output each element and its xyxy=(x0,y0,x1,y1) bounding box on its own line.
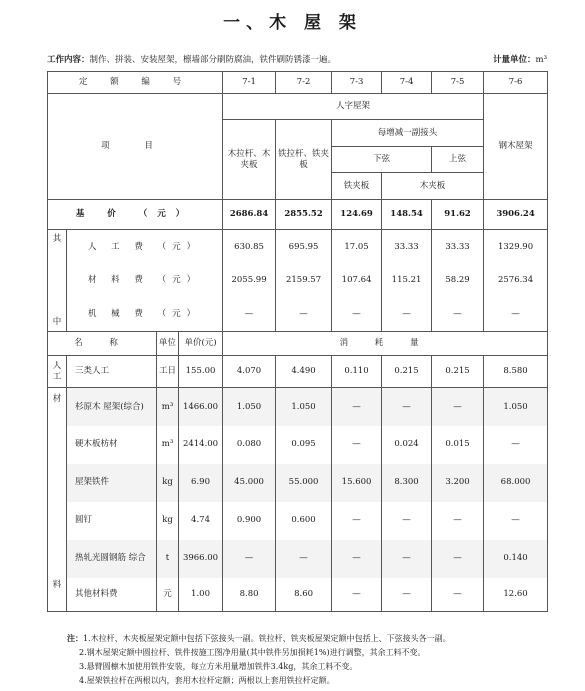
code-cell: 7-1 xyxy=(223,72,276,94)
labor-side: 人工 xyxy=(48,356,67,388)
material-price: 4.74 xyxy=(179,502,223,540)
labor-cell: 0.215 xyxy=(432,356,484,388)
breakdown-cell: 107.64 xyxy=(332,264,382,298)
base-price-row xyxy=(48,200,548,230)
price-header: 单价(元) xyxy=(179,332,223,356)
material-cell: 1.050 xyxy=(276,388,332,426)
breakdown-label: 机 械 费 （元） xyxy=(67,298,223,332)
material-cell: — xyxy=(332,426,382,464)
herringbone-header: 人字屋架 xyxy=(223,94,484,120)
labor-cell: 0.215 xyxy=(382,356,432,388)
breakdown-label: 材 料 费 （元） xyxy=(67,264,223,298)
material-cell: 15.600 xyxy=(332,464,382,502)
unit-header: 单位 xyxy=(157,332,179,356)
code-cell: 7-5 xyxy=(432,72,484,94)
base-price-cell: 2855.52 xyxy=(276,200,332,230)
breakdown-cell: — xyxy=(223,298,276,332)
breakdown-cell: 115.21 xyxy=(382,264,432,298)
breakdown-cell: 695.95 xyxy=(276,230,332,264)
material-row xyxy=(48,464,548,502)
extra-joint-header: 每增减一副接头 xyxy=(332,120,484,147)
item-label: 项 目 xyxy=(48,94,223,200)
material-row xyxy=(48,502,548,540)
note-item: 2.钢木屋架定额中圆拉杆、铁件按施工图净用量(其中铁件另加损耗1%)进行调整，其余工料不变。 xyxy=(79,648,426,657)
material-name: 屋架铁件 xyxy=(67,464,157,502)
material-cell: — xyxy=(432,578,484,612)
material-cell: 0.015 xyxy=(432,426,484,464)
material-cell: 8.80 xyxy=(223,578,276,612)
breakdown-cell: 2055.99 xyxy=(223,264,276,298)
base-price-cell: 148.54 xyxy=(382,200,432,230)
material-name: 圆钉 xyxy=(67,502,157,540)
breakdown-cell: 2159.57 xyxy=(276,264,332,298)
material-price: 2414.00 xyxy=(179,426,223,464)
note-item: 1.木拉杆、木夹板屋架定额中包括下弦接头一副。铁拉杆、铁夹板屋架定额中包括上、下弦接头各一副。 xyxy=(83,634,451,643)
material-cell: 8.60 xyxy=(276,578,332,612)
material-side-bottom: 料 xyxy=(48,578,67,612)
breakdown-cell: — xyxy=(382,298,432,332)
material-price: 6.90 xyxy=(179,464,223,502)
base-price-cell: 3906.24 xyxy=(484,200,548,230)
material-cell: — xyxy=(332,502,382,540)
breakdown-cell: 33.33 xyxy=(382,230,432,264)
labor-unit: 工日 xyxy=(157,356,179,388)
material-cell: 0.080 xyxy=(223,426,276,464)
wood-plate-header: 木夹板 xyxy=(382,173,484,200)
base-price-cell: 91.62 xyxy=(432,200,484,230)
material-cell: — xyxy=(382,388,432,426)
code-cell: 7-2 xyxy=(276,72,332,94)
material-cell: 68.000 xyxy=(484,464,548,502)
breakdown-cell: — xyxy=(484,298,548,332)
material-cell: — xyxy=(332,388,382,426)
material-cell: 55.000 xyxy=(276,464,332,502)
breakdown-row xyxy=(48,230,548,264)
col2-header: 铁拉杆、铁夹板 xyxy=(276,120,332,200)
consumption-header-row xyxy=(48,332,548,356)
material-cell: — xyxy=(382,540,432,578)
breakdown-cell: — xyxy=(432,298,484,332)
material-cell: — xyxy=(382,502,432,540)
material-unit: t xyxy=(157,540,179,578)
material-row xyxy=(48,578,548,612)
lower-chord-header: 下弦 xyxy=(332,147,432,173)
notes xyxy=(67,632,557,688)
code-row xyxy=(48,72,548,94)
material-row xyxy=(48,426,548,464)
breakdown-label: 人 工 费 （元） xyxy=(67,230,223,264)
labor-cell: 4.070 xyxy=(223,356,276,388)
labor-cell: 4.490 xyxy=(276,356,332,388)
breakdown-cell: 17.05 xyxy=(332,230,382,264)
note-item: 4.屋架铁拉杆在两根以内，套用木拉杆定额；两根以上套用铁拉杆定额。 xyxy=(79,676,335,685)
base-price-cell: 2686.84 xyxy=(223,200,276,230)
base-price-cell: 124.69 xyxy=(332,200,382,230)
breakdown-row xyxy=(48,264,548,298)
material-cell: — xyxy=(432,502,484,540)
material-name: 热轧光圆钢筋 综合 xyxy=(67,540,157,578)
steel-wood-header: 钢木屋架 xyxy=(484,94,548,200)
material-cell: 3.200 xyxy=(432,464,484,502)
breakdown-side-bottom: 中 xyxy=(48,298,67,332)
consumption-header: 消 耗 量 xyxy=(223,332,548,356)
labor-row xyxy=(48,356,548,388)
header-row xyxy=(48,94,548,120)
material-cell: 12.60 xyxy=(484,578,548,612)
code-cell: 7-6 xyxy=(484,72,548,94)
material-cell: 0.900 xyxy=(223,502,276,540)
material-cell: — xyxy=(332,578,382,612)
code-label: 定 额 编 号 xyxy=(48,72,223,94)
material-unit: kg xyxy=(157,464,179,502)
code-cell: 7-3 xyxy=(332,72,382,94)
material-cell: — xyxy=(382,578,432,612)
material-name: 硬木板枋材 xyxy=(67,426,157,464)
material-cell: — xyxy=(484,502,548,540)
material-row xyxy=(48,540,548,578)
breakdown-cell: 58.29 xyxy=(432,264,484,298)
name-header: 名 称 xyxy=(48,332,157,356)
work-content-text: 制作、拼装、安装屋架，檩墙部分刷防腐油，铁件刷防锈漆一遍。 xyxy=(89,55,337,65)
breakdown-side-top: 其 xyxy=(48,230,67,264)
breakdown-cell: 1329.90 xyxy=(484,230,548,264)
material-row xyxy=(48,388,548,426)
labor-cell: 0.110 xyxy=(332,356,382,388)
breakdown-cell: 630.85 xyxy=(223,230,276,264)
material-unit: m³ xyxy=(157,426,179,464)
material-cell: 0.095 xyxy=(276,426,332,464)
material-cell: — xyxy=(276,540,332,578)
work-content-label: 工作内容： xyxy=(47,55,90,65)
unit-value: m³ xyxy=(535,55,547,65)
material-cell: — xyxy=(484,426,548,464)
page-title: 一、木 屋 架 xyxy=(223,13,362,33)
unit-label: 计量单位： xyxy=(493,55,536,65)
work-content-line xyxy=(47,53,547,67)
labor-name: 三类人工 xyxy=(67,356,157,388)
material-cell: 1.050 xyxy=(223,388,276,426)
material-unit: kg xyxy=(157,502,179,540)
material-cell: — xyxy=(432,540,484,578)
quota-table xyxy=(47,71,548,612)
material-unit: m³ xyxy=(157,388,179,426)
base-price-label: 基 价 （元） xyxy=(48,200,223,230)
iron-plate-header: 铁夹板 xyxy=(332,173,382,200)
material-cell: — xyxy=(332,540,382,578)
material-unit: 元 xyxy=(157,578,179,612)
labor-cell: 8.580 xyxy=(484,356,548,388)
breakdown-cell: 33.33 xyxy=(432,230,484,264)
material-cell: 45.000 xyxy=(223,464,276,502)
breakdown-row xyxy=(48,298,548,332)
material-cell: — xyxy=(223,540,276,578)
material-cell: 1.050 xyxy=(484,388,548,426)
breakdown-cell: — xyxy=(276,298,332,332)
material-cell: — xyxy=(432,388,484,426)
notes-label: 注： xyxy=(67,634,83,643)
labor-price: 155.00 xyxy=(179,356,223,388)
material-cell: 0.024 xyxy=(382,426,432,464)
breakdown-cell: — xyxy=(332,298,382,332)
material-cell: 0.600 xyxy=(276,502,332,540)
note-item: 3.悬臂圆檩木加使用铁件安装，每立方米用量增加铁件3.4kg，其余工料不变。 xyxy=(79,662,358,671)
material-cell: 8.300 xyxy=(382,464,432,502)
upper-chord-header: 上弦 xyxy=(432,147,484,173)
breakdown-cell: 2576.34 xyxy=(484,264,548,298)
material-cell: 0.140 xyxy=(484,540,548,578)
code-cell: 7-4 xyxy=(382,72,432,94)
material-price: 3966.00 xyxy=(179,540,223,578)
material-side-top: 材 xyxy=(48,388,67,426)
material-price: 1466.00 xyxy=(179,388,223,426)
col1-header: 木拉杆、木夹板 xyxy=(223,120,276,200)
material-name: 杉原木 屋架(综合) xyxy=(67,388,157,426)
material-price: 1.00 xyxy=(179,578,223,612)
material-name: 其他材料费 xyxy=(67,578,157,612)
